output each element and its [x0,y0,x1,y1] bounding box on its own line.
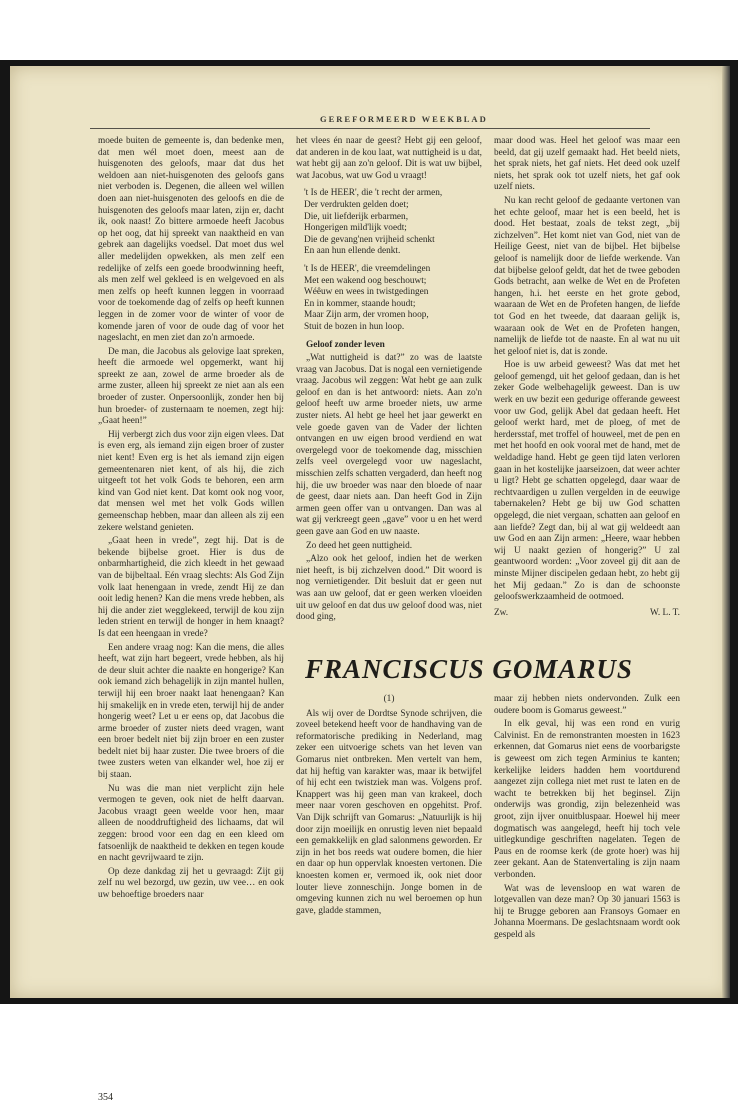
article-title: FRANCISCUS GOMARUS [305,654,633,684]
gomarus-column-b [494,694,680,943]
poem-line: Die de gevang'nen vrijheid schenkt [304,234,435,245]
gomarus-column-a [296,694,482,919]
psalm-stanza-1 [304,188,482,258]
page-number: 354 [98,1092,113,1103]
poem-line: En in kommer, staande houdt; [304,298,416,309]
signature-left: Zw. [494,607,509,618]
gomarus-paragraph: Wat was de levensloop en wat waren de lotgevallen van deze man? Op 30 januari 1563 is hij te Brugge geboren aan Fransoys Gomaer en Johanna Moermans. De geslachtsnaam wordt ook gespeld als [494,883,680,940]
subheading: Geloof zonder leven [306,339,385,350]
page-edge-shadow [722,66,730,998]
col1-paragraph: moede buiten de gemeente is, dan bedenke men, dat men wél moet doen, meest aan de huisgenoten des geloofs, maar dat dus het weldoen aan niet-huisgenoten des geloofs gans niet verboden is. Degenen, die alleen wel willen doen aan niet-huisgenoten des geloofs en die de huisgenoten des geloofs maar laten, zijn er, dacht ik, ook naast! Zo bittere armoede heeft Jacobus op het oog, dat hij spreekt van naaktheid en van gebrek aan dagelijks voedsel. Dat moet dus wel aller medelijden opwekken, als men zelf een redelijke of zelfs een goede broodwinning heeft, als men zelf wel gekleed is en welgevoed en als men zelfs op heeft kunnen leggen in voorraad voor de toekomende dag of zelfs op heeft kunnen leggen in de zomer voor de winter of voor de komende jaren of voor de oude dag of voor het nageslacht, en men ziet dan zo'n armoede. [98,136,284,344]
col2-paragraph: „Alzo ook het geloof, indien het de werken niet heeft, is bij zichzelven dood.” Dit woord is nog vernietigender. Dit besluit dat er geen nut was aan uw geloof, dat er geen werken vloeiden uit uw geloof en dat dus uw geloof dood was, niet dood ging, [296,554,482,623]
col2-paragraph: „Wat nuttigheid is dat?” zo was de laatste vraag van Jacobus. Dat is nogal een vernietigende vraag. Jacobus wil zeggen: Wat hebt ge aan zulk geloof en dan is het antwoord: niets. Aan zo'n geloof heeft uw arme broeder niets, uw arme zuster niets. Al hebt ge heel het jaar gewerkt en vele goede gaven van de Vader der lichten ontvangen en uw eigen brood verdiend en wat overgelegd voor de toekomende dag, misschien zelfs veel overgelegd voor uw nageslacht, misschien zelfs schatten vergaderd, dan heeft nog hij, die uw broeder was naar den bloede of naar de geest, daar niets aan. Dan heeft God in Zijn armen geen offer van u ontvangen. Dan was al wat gij verkreegt geen „gave” voor u en het werd geen gave aan God en uw naaste. [296,353,482,537]
poem-line: Hongerigen mild'lijk voedt; [304,223,407,234]
poem-line: Maar Zijn arm, der vromen hoop, [304,310,429,321]
col1-paragraph: Een andere vraag nog: Kan die mens, die alles heeft, wat zijn hart begeert, vrede hebben, als hij de deur sluit achter die naakte en hongerige? Kan ook iemand zich behagelijk in zijn mantel hullen, terwijl hij een broer naakt laat henengaan? Kan hij smakelijk en in vrede eten, terwijl hij de ander hongerig weet? Let u er eens op, dat Jacobus die arme broeder of zuster niets deed vragen, want een broer bedelt niet bij zijn broer en een zuster bedelt niet bij haar zuster. Die twee broers of die twee zusters weten van elkander wel, hoe zij er bij staan. [98,642,284,781]
column-1 [98,136,284,904]
poem-line: 't Is de HEER', die 't recht der armen, [304,188,443,199]
poem-line: En aan hun ellende denkt. [304,246,401,257]
gomarus-paragraph: maar zij hebben niets ondervonden. Zulk een oudere boom is Gomarus geweest.” [494,694,680,716]
column-3 [494,136,680,619]
signature-line [494,608,680,620]
gomarus-paragraph: In elk geval, hij was een rond en vurig Calvinist. En de remonstranten moesten in 1623 erkennen, dat Gomarus niet eens de voorbarigste is geweest om zich tegen Arminius te kanten; kerkelijke leiders hadden hem voortdurend aangezet zijn collega niet met rust te laten en de wacht te betrekken bij het beginsel. Zijn onderwijs was grondig, zijn belezenheid was groot, zijn ijver onuitbluspaar. Hoewel hij meer dogmatisch was aangelegd, heeft hij toch vele uitlegkundige geschriften nagelaten. Tegen de Paus en de roomse kerk (de grote hoer) was hij zeer gekant. Aan de Statenvertaling is zijn naam verbonden. [494,719,680,880]
col3-paragraph: maar dood was. Heel het geloof was maar een beeld, dat gij uzelf gemaakt had. Het beeld niets, het sprak niets, het gaf niets. Het deed ook uzelf niets, het sprak ook tot uzelf niets, het gaf ook uzelf niets. [494,136,680,193]
col1-paragraph: De man, die Jacobus als gelovige laat spreken, heeft die armoede wel opgemerkt, want hij spreekt ze aan, zowel de arme broeder als de arme zuster, alleen hij spreekt ze niet aan als een broeder of zuster. Onpersoonlijk, zonder hen bij hun broeder- of zusternaam te noemen, zegt hij: „Gaat heen!” [98,346,284,427]
poem-line: Die, uit liefderijk erbarmen, [304,211,409,222]
col3-paragraph: Nu kan recht geloof de gedaante vertonen van het echte geloof, maar het is een beeld, het is dood. Het bestaat, zoals de tekst zegt, „bij zichzelven”. Het komt niet van God, niet van de Heilige Geest, niet van de bijbel. Het bijbelse geloof is namelijk door de liefde werkende. Van dat bijbelse geloof geldt, dat het de twee geboden Gods betracht, aan welke de Wet en de Profeten hangen, h.i. het eerste en het grote gebod, waaraan de Wet en de Profeten hangen, de liefde tot God en het tweede, dat daaraan gelijk is, waaraan ook de Wet en de Profeten hangen, namelijk de liefde tot de naaste. En al wat nu uit het geloof niet is, dat is zonde. [494,195,680,357]
poem-line: Wéêuw en wees in twistgedingen [304,287,429,298]
col1-paragraph: Nu was die man niet verplicht zijn hele vermogen te geven, ook niet de helft daarvan. Jacobus vraagt geen weelde voor hen, maar alleen de nooddruftigheid des lichaams, dat wil zeggen: brood voor een dag en een kleed om fatsoenlijk de naaktheid te dekken en tegen koude en nacht gevrijwaard te zijn. [98,783,284,864]
col2-paragraph: Zo deed het geen nuttigheid. [306,540,413,551]
psalm-stanza-2 [304,264,482,334]
gomarus-paragraph: Als wij over de Dordtse Synode schrijven, die zoveel betekend heeft voor de handhaving van de reformatorische prediking in Nederland, mag zeker een uitvoerige schets van het leven van Gomarus niet ontbreken. Men vertelt van hem, dat hij heftig van karakter was, maar ik betwijfel of hij echt een twistziek man was. Volgens prof. Knappert was hij geen man van krakeel, doch meer naar voren geschoven en opgehitst. Prof. Van Dijk schrijft van Gomarus: „Natuurlijk is hij door zijn moeilijk en onrustig leven niet bepaald een gemakkelijk en glad salonmens geworden. Er zijn in het bos reeds wat oudere bomen, die hier en daar op hun oppervlak knoesten vertonen. Die knoesten komen er, vermoed ik, ook niet door louter lieve zonneschijn. Jonge bomen in de omgeving kunnen zich nu wel beroemen op hun gave, gladde stammen, [296,708,482,916]
col1-paragraph: „Gaat heen in vrede”, zegt hij. Dat is de bekende bijbelse groet. Hier is dus de onbarmhartigheid, die zich kleedt in het gewaad van de bijbeltaal. Eén vraag slechts: Als God Zijn volk laat henengaan in vrede, zendt Hij ze dan ooit ledig henen? Kan die mens vrede hebben, als hij die ander ziet wegglekeed, terwijl de kou zijn leden strient en terwijl de honger in hem knaagt? Is dat een heengaan in vrede? [98,536,284,639]
magazine-page [10,66,730,1103]
section-number: (1) [383,694,395,704]
column-2 [296,136,482,626]
col2-paragraphs [296,353,482,624]
col1-paragraph: Op deze dankdag zij het u gevraagd: Zijt gij zelf nu wel bezorgd, uw gezin, uw vee… en ook uw behoeftige broeders naar [98,866,284,900]
signature-right: W. L. T. [649,607,680,618]
col2-intro: het vlees én naar de geest? Hebt gij een geloof, dat anderen in de kou laat, wat nuttigheid is u dat, wat hebt gij aan zo'n geloof. Dit is wat uw bijbel, wat Jacobus, wat uw God u vraagt! [296,136,482,181]
running-header: GEREFORMEERD WEEKBLAD [320,114,488,124]
col3-paragraph: Hoe is uw arbeid geweest? Was dat met het geloof gemengd, uit het geloof gedaan, dan is het zeker Gode welbehagelijk geweest. Dan is uw werk en uw bezit een gedurige offerande geweest voor uw God, gelijk Abel dat gedaan heeft. Het geloof werkt hard, met de ploeg, of met de herdersstaf, met troffel of houweel, met de pen en met het hoofd en ook vooral met de hand, met de weldadige hand. Hebt ge geen tijd laten verloren gaan in het kostelijke jaarseizoen, dat weer achter u ligt? Hebt ge schatten opgelegd, daar waar de rechtvaardigen u zullen vergelden in de eeuwige tabernakelen? Hebt ge bij uw God schatten opgelegd, die niet vergaan, schatten aan geloof en aan liefde? Zegt dan, bij al wat gij weldeedt aan uw God en aan Zijn armen: „Heere, waar hebben wij U naakt gezien of hongerig?” U zal geantwoord worden: „Voor zoveel gij dit aan de minste Mijner discipelen gedaan hebt, zo hebt gij het Mij gedaan.” Zo is dan de schoonste geloofswerkzaamheid de ootmoed. [494,360,680,603]
col3-paragraphs [494,136,680,604]
poem-line: Der verdrukten gelden doet; [304,199,409,210]
header-rule [90,128,650,129]
col1-paragraph: Hij verbergt zich dus voor zijn eigen vlees. Dat is even erg, als iemand zijn eigen broer of zuster niet kent! Even erg is het als iemand zijn eigen gemeentenaren niet kent, of als hij, die zich uitgeeft tot het volk Gods te behoren, een arm kind van God niet kent. Dat komt ook nog voor, dat mensen wel met het volk Gods willen gemeenschap hebben, maar dan alleen als zij een zekere welstand genieten. [98,429,284,533]
poem-line: 't Is de HEER', die vreemdelingen [304,263,431,274]
poem-line: Met een wakend oog beschouwt; [304,275,427,286]
poem-line: Stuit de bozen in hun loop. [304,321,405,332]
